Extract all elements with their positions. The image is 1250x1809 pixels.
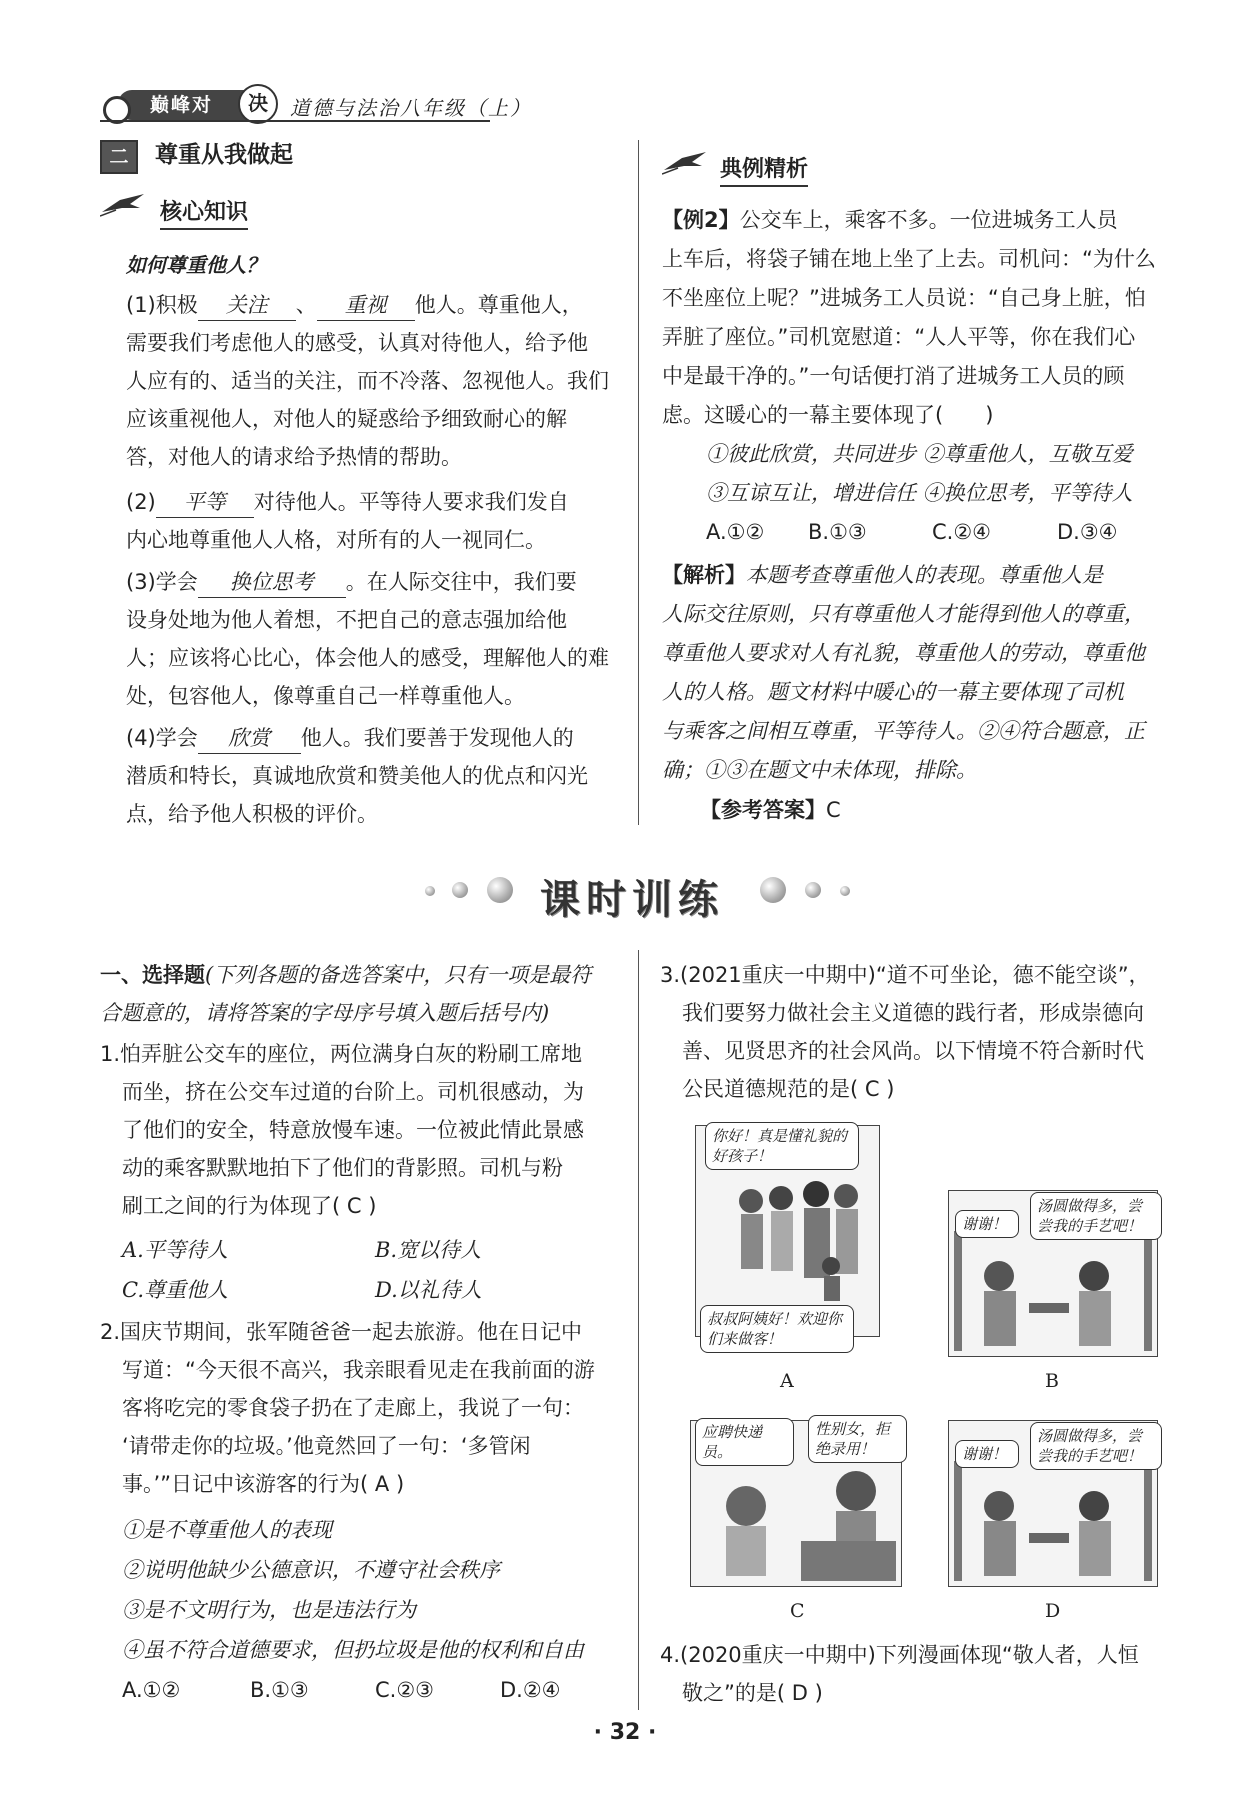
column-divider <box>638 140 639 825</box>
banner-dot <box>760 877 786 903</box>
q1-line: 了他们的安全，特意放慢车速。一位被此情此景感 <box>122 1118 584 1142</box>
core-p4-line: 潜质和特长，真诚地欣赏和赞美他人的优点和闪光 <box>126 764 588 788</box>
example-choice-a: A.①② <box>706 520 765 544</box>
q2-option: ①是不尊重他人的表现 <box>122 1518 332 1542</box>
answer-label: 【参考答案】 <box>700 798 826 822</box>
core-point-2 <box>126 482 569 522</box>
core-p1-line: 需要我们考虑他人的感受，认真对待他人，给予他 <box>126 331 588 355</box>
header-rule <box>100 120 490 122</box>
header-logo-text: 巅峰对 <box>150 94 214 116</box>
q3-line: 我们要努力做社会主义道德的践行者，形成崇德向 <box>682 1001 1144 1025</box>
q2-line: 事。’”日记中该游客的行为( A ) <box>122 1472 405 1496</box>
q3-line: 善、见贤思齐的社会风尚。以下情境不符合新时代 <box>682 1039 1144 1063</box>
q2-line: 2.国庆节期间，张军随爸爸一起去旅游。他在日记中 <box>100 1320 583 1344</box>
analysis-line: 人际交往原则，只有尊重他人才能得到他人的尊重， <box>662 602 1145 626</box>
core-p1-sep: 、 <box>295 293 317 317</box>
core-p1-line: 应该重视他人，对他人的疑惑给予细致耐心的解 <box>126 407 567 431</box>
cartoon-b-bubble-right: 汤圆做得多，尝尝我的手艺吧！ <box>1030 1192 1162 1240</box>
core-p2-fill: 平等 <box>156 487 254 518</box>
core-heading: 核心知识 <box>160 195 248 230</box>
banner-dot <box>452 882 468 898</box>
analysis-line: 确；①③在题文中未体现，排除。 <box>662 758 977 782</box>
q2-option: ③是不文明行为，也是违法行为 <box>122 1598 416 1622</box>
example-line: 不坐座位上呢？”进城务工人员说：“自己身上脏，怕 <box>662 286 1146 310</box>
cartoon-a-bubble-bottom: 叔叔阿姨好！欢迎你们来做客！ <box>700 1305 854 1353</box>
example-line: 虑。这暖心的一幕主要体现了( ) <box>662 403 994 427</box>
analysis-line: 与乘客之间相互尊重，平等待人。②④符合题意，正 <box>662 719 1145 743</box>
example-choice-d: D.③④ <box>1057 520 1118 544</box>
core-p3-line: 处，包容他人，像尊重自己一样尊重他人。 <box>126 684 525 708</box>
banner-dot <box>487 877 513 903</box>
q4-line: 敬之”的是( D ) <box>682 1681 823 1705</box>
example-line-1 <box>662 200 1182 240</box>
core-p1-fill-1: 关注 <box>198 290 296 321</box>
exercise-intro-text: (下列各题的备选答案中，只有一项是最符 <box>205 963 592 987</box>
example-heading: 典例精析 <box>720 152 808 187</box>
analysis-text: 本题考查尊重他人的表现。尊重他人是 <box>746 563 1103 587</box>
core-point-1 <box>126 285 626 325</box>
q3-line: 公民道德规范的是( C ) <box>682 1077 895 1101</box>
q1-choice-a: A.平等待人 <box>122 1238 228 1262</box>
q2-choice-b: B.①③ <box>250 1678 309 1702</box>
section-number: 二 <box>100 140 138 174</box>
core-p3-fill: 换位思考 <box>198 567 346 598</box>
cartoon-b-bubble-left: 谢谢！ <box>955 1210 1019 1238</box>
banner-title: 课时训练 <box>540 877 724 923</box>
q2-choice-a: A.①② <box>122 1678 181 1702</box>
bird-icon <box>100 190 146 218</box>
cartoon-d-bubble-right: 汤圆做得多，尝尝我的手艺吧！ <box>1030 1422 1162 1470</box>
header-subtitle: 道德与法治八年级（上） <box>290 96 532 120</box>
q1-line: 而坐，挤在公交车过道的台阶上。司机很感动，为 <box>122 1080 584 1104</box>
core-p4-fill: 欣赏 <box>198 723 301 754</box>
core-p3-post: 。在人际交往中，我们要 <box>345 570 577 594</box>
cartoon-b-label: B <box>1045 1370 1059 1392</box>
q2-line: ‘请带走你的垃圾。’他竟然回了一句：‘多管闲 <box>122 1434 531 1458</box>
core-p2-pre: (2) <box>126 490 156 514</box>
exercise-intro-bold: 一、选择题 <box>100 963 205 987</box>
analysis-label: 【解析】 <box>662 563 746 587</box>
q1-choice-c: C.尊重他人 <box>122 1278 228 1302</box>
core-p3-line: 人；应该将心比心，体会他人的感受，理解他人的难 <box>126 646 609 670</box>
core-p1-fill-2: 重视 <box>317 290 415 321</box>
page-number: · 32 · <box>593 1720 657 1745</box>
core-p1-line: 人应有的、适当的关注，而不冷落、忽视他人。我们 <box>126 369 609 393</box>
core-p4-pre: (4)学会 <box>126 726 198 750</box>
core-p3-line: 设身处地为他人着想，不把自己的意志强加给他 <box>126 608 567 632</box>
example-line: 中是最干净的。”一句话便打消了进城务工人员的顾 <box>662 364 1125 388</box>
q2-choice-d: D.②④ <box>500 1678 561 1702</box>
header-logo-badge: 决 <box>238 84 278 124</box>
core-p4-post: 他人。我们要善于发现他人的 <box>300 726 574 750</box>
analysis-line: 人的人格。题文材料中暖心的一幕主要体现了司机 <box>662 680 1124 704</box>
cartoon-c-label: C <box>790 1600 805 1622</box>
q2-line: 客将吃完的零食袋子扔在了走廊上，我说了一句： <box>122 1396 584 1420</box>
column-divider <box>638 950 639 1710</box>
example-line: 弄脏了座位。”司机宽慰道：“人人平等，你在我们心 <box>662 325 1136 349</box>
analysis-line-1 <box>662 555 1182 595</box>
q1-choice-b: B.宽以待人 <box>375 1238 482 1262</box>
example-label: 【例2】 <box>662 208 740 232</box>
cartoon-c-bubble-left: 应聘快递员。 <box>695 1418 794 1466</box>
core-p1-pre: (1)积极 <box>126 293 198 317</box>
core-question: 如何尊重他人？ <box>126 253 266 277</box>
q2-option: ④虽不符合道德要求，但扔垃圾是他的权利和自由 <box>122 1638 584 1662</box>
core-p1-line: 答，对他人的请求给予热情的帮助。 <box>126 445 462 469</box>
core-p3-pre: (3)学会 <box>126 570 198 594</box>
example-choice-c: C.②④ <box>932 520 991 544</box>
core-p2-post: 对待他人。平等待人要求我们发自 <box>253 490 569 514</box>
banner-dot <box>425 886 435 896</box>
q2-line: 写道：“今天很不高兴，我亲眼看见走在我前面的游 <box>122 1358 595 1382</box>
example-line: 上车后，将袋子铺在地上坐了上去。司机问：“为什么 <box>662 247 1156 271</box>
q4-line: 4.(2020重庆一中期中)下列漫画体现“敬人者，人恒 <box>660 1643 1139 1667</box>
cartoon-a-bubble-top: 你好！真是懂礼貌的好孩子！ <box>705 1122 859 1170</box>
cartoon-c-bubble-right: 性别女，拒绝录用！ <box>808 1415 907 1463</box>
example-options-1: ①彼此欣赏，共同进步 ②尊重他人，互敬互爱 <box>706 442 1133 466</box>
exercise-intro-line: 合题意的，请将答案的字母序号填入题后括号内) <box>100 1001 550 1025</box>
answer-line <box>700 790 841 830</box>
analysis-line: 尊重他人要求对人有礼貌，尊重他人的劳动，尊重他 <box>662 641 1145 665</box>
q1-line: 刷工之间的行为体现了( C ) <box>122 1194 377 1218</box>
q2-choice-c: C.②③ <box>375 1678 434 1702</box>
example-options-2: ③互谅互让，增进信任 ④换位思考，平等待人 <box>706 481 1133 505</box>
core-point-4 <box>126 718 574 758</box>
core-p4-line: 点，给予他人积极的评价。 <box>126 802 378 826</box>
core-p2-line: 内心地尊重他人人格，对所有的人一视同仁。 <box>126 528 546 552</box>
section-title: 尊重从我做起 <box>155 142 293 168</box>
q1-choice-d: D.以礼待人 <box>375 1278 482 1302</box>
banner-dot <box>805 882 821 898</box>
q3-line: 3.(2021重庆一中期中)“道不可坐论，德不能空谈”， <box>660 963 1150 987</box>
cartoon-d-label: D <box>1045 1600 1061 1622</box>
core-point-3 <box>126 562 577 602</box>
q2-option: ②说明他缺少公德意识，不遵守社会秩序 <box>122 1558 500 1582</box>
answer-value: C <box>826 798 841 822</box>
bird-icon <box>662 148 708 176</box>
cartoon-d-bubble-left: 谢谢！ <box>955 1440 1019 1468</box>
q1-line: 1.怕弄脏公交车的座位，两位满身白灰的粉刷工席地 <box>100 1042 583 1066</box>
example-choice-b: B.①③ <box>808 520 867 544</box>
exercise-intro-line-1 <box>100 955 625 995</box>
core-p1-post: 他人。尊重他人， <box>414 293 583 317</box>
q1-line: 动的乘客默默地拍下了他们的背影照。司机与粉 <box>122 1156 563 1180</box>
banner-dot <box>840 886 850 896</box>
example-text: 公交车上，乘客不多。一位进城务工人员 <box>739 208 1118 232</box>
cartoon-a-label: A <box>780 1370 794 1392</box>
